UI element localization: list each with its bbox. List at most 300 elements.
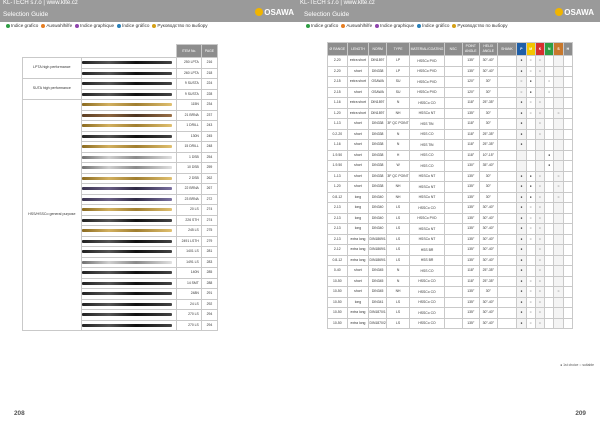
cell-length: short bbox=[347, 287, 369, 298]
drill-image-cell bbox=[81, 205, 177, 216]
page-ref: 216 bbox=[201, 58, 217, 69]
section-title: Selection Guide bbox=[304, 11, 350, 18]
cell-type: LS bbox=[387, 213, 410, 224]
cell-point: 135° bbox=[462, 171, 480, 182]
cell-material: HSSCo NT bbox=[410, 192, 445, 203]
table-row bbox=[328, 297, 573, 308]
suitability-mark: ○ bbox=[535, 98, 544, 109]
suitability-mark: ○ bbox=[526, 287, 535, 298]
drill-image-cell bbox=[81, 89, 177, 100]
table-row bbox=[328, 171, 573, 182]
suitability-mark: ● bbox=[517, 129, 526, 140]
cell-shank bbox=[497, 297, 517, 308]
drill-image-cell bbox=[81, 79, 177, 90]
cell-type: LS bbox=[387, 318, 410, 329]
drill-image-cell bbox=[81, 289, 177, 300]
page-ref: 224 bbox=[201, 79, 217, 90]
cell-type: LS bbox=[387, 203, 410, 214]
drill-image-cell bbox=[81, 299, 177, 310]
legend-label: Indice grafico bbox=[11, 23, 39, 28]
page-ref: 234 bbox=[201, 100, 217, 111]
spec-table bbox=[327, 42, 573, 329]
cell-shank bbox=[497, 276, 517, 287]
cell-type: NH bbox=[387, 192, 410, 203]
suitability-mark: ○ bbox=[535, 108, 544, 119]
cell-point: 135° bbox=[462, 255, 480, 266]
suitability-mark bbox=[563, 171, 572, 182]
table-row bbox=[328, 77, 573, 88]
page-ref: 294 bbox=[201, 310, 217, 321]
suitability-mark: ● bbox=[517, 245, 526, 256]
table-row bbox=[328, 203, 573, 214]
suitability-mark bbox=[526, 119, 535, 130]
cell-length: short bbox=[347, 182, 369, 193]
iso-column-header: P bbox=[517, 43, 526, 56]
suitability-mark bbox=[545, 213, 554, 224]
iso-column-header: K bbox=[535, 43, 544, 56]
table-row bbox=[328, 234, 573, 245]
suitability-mark bbox=[554, 77, 563, 88]
page-number: 208 bbox=[14, 410, 25, 417]
cell-range: 1-20 bbox=[328, 108, 348, 119]
cell-norm: DIN338 bbox=[369, 171, 387, 182]
suitability-mark: ○ bbox=[526, 224, 535, 235]
item-number: 10 DSB bbox=[177, 163, 201, 174]
cell-length: short bbox=[347, 171, 369, 182]
cell-point: 135° bbox=[462, 213, 480, 224]
iso-column-header: N bbox=[545, 43, 554, 56]
suitability-mark: ● bbox=[545, 150, 554, 161]
suitability-mark: ● bbox=[517, 171, 526, 182]
legend-dot-icon bbox=[6, 24, 10, 28]
suitability-mark: ○ bbox=[554, 192, 563, 203]
suitability-mark bbox=[554, 87, 563, 98]
suitability-mark: ○ bbox=[545, 87, 554, 98]
suitability-mark bbox=[563, 318, 572, 329]
suitability-mark: ● bbox=[526, 192, 535, 203]
cell-type: LP bbox=[387, 66, 410, 77]
cell-material: HSSCo NT bbox=[410, 171, 445, 182]
cell-norm: DIN340 bbox=[369, 213, 387, 224]
page-ref: 254 bbox=[201, 152, 217, 163]
suitability-mark bbox=[563, 203, 572, 214]
suitability-mark bbox=[545, 56, 554, 67]
legend-label: Auswahlhilfe bbox=[46, 23, 73, 28]
cell-point: 135° bbox=[462, 203, 480, 214]
page-ref: 292 bbox=[201, 299, 217, 310]
suitability-mark: ● bbox=[517, 66, 526, 77]
cell-helix: 30°-40° bbox=[480, 56, 498, 67]
cell-nsc bbox=[444, 224, 462, 235]
suitability-mark: ○ bbox=[535, 287, 544, 298]
item-number: 130N bbox=[177, 131, 201, 142]
cell-length: short bbox=[347, 66, 369, 77]
page-ref: 267 bbox=[201, 184, 217, 195]
cell-shank bbox=[497, 119, 517, 130]
cell-material: HSS TiN bbox=[410, 140, 445, 151]
cell-range: 1-9.50 bbox=[328, 150, 348, 161]
drill-icon bbox=[82, 271, 172, 274]
cell-helix: 30°-40° bbox=[480, 308, 498, 319]
drill-icon bbox=[82, 93, 172, 96]
cell-shank bbox=[497, 255, 517, 266]
group-label: SUTA high performance bbox=[23, 79, 82, 100]
cell-range: 2-12 bbox=[328, 245, 348, 256]
cell-type: LS bbox=[387, 245, 410, 256]
left-header bbox=[0, 0, 300, 22]
cell-shank bbox=[497, 56, 517, 67]
cell-length: short bbox=[347, 161, 369, 172]
suitability-mark bbox=[535, 77, 544, 88]
page-ref: 274 bbox=[201, 215, 217, 226]
cell-nsc bbox=[444, 119, 462, 130]
suitability-mark bbox=[545, 224, 554, 235]
drill-icon bbox=[82, 250, 172, 253]
cell-shank bbox=[497, 318, 517, 329]
cell-shank bbox=[497, 308, 517, 319]
item-number: 9 SUSTA bbox=[177, 89, 201, 100]
drill-image-cell bbox=[81, 268, 177, 279]
page-ref: 248 bbox=[201, 142, 217, 153]
suitability-mark bbox=[554, 308, 563, 319]
cell-nsc bbox=[444, 150, 462, 161]
cell-helix: 30° bbox=[480, 182, 498, 193]
drill-image-cell bbox=[81, 194, 177, 205]
drill-icon bbox=[82, 156, 172, 159]
cell-length: extra long bbox=[347, 318, 369, 329]
item-number: 21 BRNA bbox=[177, 110, 201, 121]
cell-range: 1-16 bbox=[328, 98, 348, 109]
cell-helix: 25°-35° bbox=[480, 140, 498, 151]
suitability-mark bbox=[563, 87, 572, 98]
suitability-mark bbox=[563, 276, 572, 287]
cell-material: HSSCo CO bbox=[410, 98, 445, 109]
suitability-mark bbox=[545, 203, 554, 214]
cell-nsc bbox=[444, 182, 462, 193]
page-ref: 237 bbox=[201, 110, 217, 121]
group-label: LPTA high performance bbox=[23, 58, 82, 79]
suitability-mark: ● bbox=[517, 297, 526, 308]
cell-material: HSSCo PVD bbox=[410, 87, 445, 98]
cell-material: HSS TiN bbox=[410, 119, 445, 130]
suitability-mark: ● bbox=[517, 192, 526, 203]
cell-shank bbox=[497, 140, 517, 151]
cell-type: LS bbox=[387, 224, 410, 235]
cell-helix: 25°-35° bbox=[480, 129, 498, 140]
suitability-mark: ○ bbox=[535, 119, 544, 130]
item-number: 115N bbox=[177, 100, 201, 111]
table-row bbox=[328, 182, 573, 193]
cell-point: 135° bbox=[462, 192, 480, 203]
suitability-mark bbox=[545, 129, 554, 140]
suitability-mark: ● bbox=[517, 308, 526, 319]
column-header: TYPE bbox=[387, 43, 410, 56]
suitability-mark: ● bbox=[517, 266, 526, 277]
table-row bbox=[328, 129, 573, 140]
legend-dot-icon bbox=[375, 24, 379, 28]
cell-type: 3F QC POINT bbox=[387, 119, 410, 130]
suitability-mark: ○ bbox=[526, 234, 535, 245]
legend-label: Índice gráfico bbox=[422, 23, 450, 28]
drill-icon bbox=[82, 198, 172, 201]
drill-image-cell bbox=[81, 184, 177, 195]
cell-helix: 30° bbox=[480, 171, 498, 182]
cell-nsc bbox=[444, 140, 462, 151]
suitability-mark: ● bbox=[526, 77, 535, 88]
cell-point: 135° bbox=[462, 56, 480, 67]
cell-norm: DIN1869/1 bbox=[369, 245, 387, 256]
suitability-mark bbox=[545, 192, 554, 203]
cell-point: 118° bbox=[462, 140, 480, 151]
cell-helix: 30° bbox=[480, 87, 498, 98]
legend-label: Índice gráfico bbox=[122, 23, 150, 28]
page-ref: 294 bbox=[201, 320, 217, 331]
suitability-mark bbox=[526, 140, 535, 151]
cell-type: 3F QC POINT bbox=[387, 171, 410, 182]
cell-shank bbox=[497, 192, 517, 203]
suitability-mark: ○ bbox=[535, 255, 544, 266]
suitability-mark bbox=[563, 255, 572, 266]
cell-point: 118° bbox=[462, 98, 480, 109]
cell-range: 10-50 bbox=[328, 276, 348, 287]
suitability-mark bbox=[545, 266, 554, 277]
cell-nsc bbox=[444, 171, 462, 182]
cell-range: 10-50 bbox=[328, 308, 348, 319]
suitability-mark: ● bbox=[517, 287, 526, 298]
page-ref: 272 bbox=[201, 194, 217, 205]
cell-type: N bbox=[387, 140, 410, 151]
cell-nsc bbox=[444, 318, 462, 329]
suitability-mark bbox=[563, 108, 572, 119]
cell-shank bbox=[497, 213, 517, 224]
cell-helix: 30°-40° bbox=[480, 213, 498, 224]
cell-range: 1-9.50 bbox=[328, 161, 348, 172]
table-row bbox=[328, 255, 573, 266]
suitability-mark bbox=[554, 234, 563, 245]
cell-norm: DIN1897 bbox=[369, 108, 387, 119]
cell-type: SU bbox=[387, 77, 410, 88]
suitability-mark bbox=[563, 308, 572, 319]
cell-length: extra long bbox=[347, 245, 369, 256]
cell-material: HSSCo PVD bbox=[410, 66, 445, 77]
suitability-mark bbox=[563, 119, 572, 130]
suitability-mark bbox=[526, 150, 535, 161]
cell-length: short bbox=[347, 140, 369, 151]
cell-length: long bbox=[347, 297, 369, 308]
suitability-mark: ● bbox=[517, 182, 526, 193]
suitability-mark: ○ bbox=[526, 108, 535, 119]
right-header bbox=[300, 0, 600, 22]
cell-norm: DIN1870/1 bbox=[369, 308, 387, 319]
cell-type: LS bbox=[387, 255, 410, 266]
suitability-mark bbox=[563, 150, 572, 161]
cell-nsc bbox=[444, 234, 462, 245]
cell-helix: 30° bbox=[480, 77, 498, 88]
cell-helix: 30° bbox=[480, 287, 498, 298]
cell-nsc bbox=[444, 266, 462, 277]
suitability-mark: ○ bbox=[526, 318, 535, 329]
cell-range: 0-40 bbox=[328, 266, 348, 277]
cell-range: 10-50 bbox=[328, 297, 348, 308]
cell-range: 2-13 bbox=[328, 213, 348, 224]
suitability-mark bbox=[563, 224, 572, 235]
cell-type: LP bbox=[387, 56, 410, 67]
legend-label: Руководство по выбору bbox=[457, 23, 508, 28]
cell-norm: DIN1869/1 bbox=[369, 234, 387, 245]
column-header: Ø RANGE bbox=[328, 43, 348, 56]
suitability-mark bbox=[563, 161, 572, 172]
suitability-mark: ○ bbox=[526, 276, 535, 287]
suitability-mark bbox=[563, 192, 572, 203]
suitability-mark bbox=[545, 171, 554, 182]
cell-material: HSSCo PVD bbox=[410, 77, 445, 88]
logo: OSAWA bbox=[255, 8, 294, 17]
cell-norm: DIN1897 bbox=[369, 98, 387, 109]
cell-point: 135° bbox=[462, 224, 480, 235]
suitability-mark: ● bbox=[517, 276, 526, 287]
cell-helix: 30° bbox=[480, 108, 498, 119]
cell-point: 135° bbox=[462, 245, 480, 256]
suitability-mark bbox=[554, 129, 563, 140]
table-row bbox=[23, 100, 218, 111]
cell-material: HSSCo CO bbox=[410, 308, 445, 319]
cell-material: HSSCo CO bbox=[410, 287, 445, 298]
suitability-mark: ○ bbox=[554, 287, 563, 298]
suitability-mark bbox=[545, 308, 554, 319]
cell-norm: DIN1869/1 bbox=[369, 255, 387, 266]
suitability-mark: ● bbox=[517, 203, 526, 214]
suitability-mark bbox=[563, 287, 572, 298]
table-row bbox=[328, 287, 573, 298]
cell-helix: 30°-40° bbox=[480, 255, 498, 266]
legend-label: Руководство по выбору bbox=[157, 23, 208, 28]
drill-image-cell bbox=[81, 110, 177, 121]
cell-nsc bbox=[444, 287, 462, 298]
item-number: 226 STH bbox=[177, 215, 201, 226]
suitability-mark: ○ bbox=[535, 192, 544, 203]
item-number: 22 BRNA bbox=[177, 184, 201, 195]
cell-norm: DIN341 bbox=[369, 297, 387, 308]
suitability-mark bbox=[563, 66, 572, 77]
cell-range: 2-20 bbox=[328, 66, 348, 77]
cell-nsc bbox=[444, 255, 462, 266]
suitability-mark: ● bbox=[517, 318, 526, 329]
item-number: 250 LPTA bbox=[177, 58, 201, 69]
column-header: MATERIAL/COATING bbox=[410, 43, 445, 56]
suitability-mark: ● bbox=[517, 224, 526, 235]
cell-range: 1-13 bbox=[328, 171, 348, 182]
suitability-mark: ○ bbox=[535, 266, 544, 277]
cell-material: HSSCo PVD bbox=[410, 213, 445, 224]
cell-shank bbox=[497, 108, 517, 119]
suitability-mark bbox=[554, 140, 563, 151]
legend bbox=[3, 23, 208, 28]
page-ref: 259 bbox=[201, 163, 217, 174]
suitability-mark: ○ bbox=[517, 77, 526, 88]
cell-point: 120° bbox=[462, 87, 480, 98]
suitability-mark: ○ bbox=[535, 234, 544, 245]
item-table bbox=[22, 44, 218, 331]
suitability-mark bbox=[517, 161, 526, 172]
group-label: HSS/HSSCo general purpose bbox=[23, 100, 82, 331]
suitability-mark: ○ bbox=[535, 129, 544, 140]
suitability-mark: ● bbox=[517, 56, 526, 67]
cell-type: N bbox=[387, 129, 410, 140]
logo-icon bbox=[555, 8, 563, 16]
drill-image-cell bbox=[81, 131, 177, 142]
drill-image-cell bbox=[81, 236, 177, 247]
drill-icon bbox=[82, 313, 172, 316]
cell-type: LS bbox=[387, 308, 410, 319]
suitability-mark bbox=[535, 87, 544, 98]
suitability-mark bbox=[563, 98, 572, 109]
suitability-mark: ○ bbox=[526, 203, 535, 214]
suitability-mark: ○ bbox=[535, 56, 544, 67]
suitability-mark bbox=[545, 234, 554, 245]
drill-image-cell bbox=[81, 257, 177, 268]
cell-helix: 30°-40° bbox=[480, 234, 498, 245]
table-row bbox=[328, 213, 573, 224]
suitability-mark bbox=[545, 98, 554, 109]
cell-point: 130° bbox=[462, 161, 480, 172]
item-number: 15 DRILL bbox=[177, 142, 201, 153]
cell-material: HSSCo CO bbox=[410, 318, 445, 329]
item-number: 23 BRNA bbox=[177, 194, 201, 205]
suitability-mark: ○ bbox=[526, 56, 535, 67]
legend-label: Indice graphique bbox=[80, 23, 115, 28]
suitability-mark bbox=[535, 140, 544, 151]
cell-material: HSSCo NT bbox=[410, 182, 445, 193]
cell-point: 135° bbox=[462, 287, 480, 298]
suitability-mark: ● bbox=[517, 119, 526, 130]
item-number: 24 LS bbox=[177, 299, 201, 310]
blank-header bbox=[23, 45, 82, 58]
suitability-mark bbox=[554, 276, 563, 287]
suitability-mark: ○ bbox=[526, 297, 535, 308]
drill-icon bbox=[82, 282, 172, 285]
cell-range: 2-13 bbox=[328, 203, 348, 214]
suitability-mark: ● bbox=[517, 98, 526, 109]
column-header: HELIX ANGLE bbox=[480, 43, 498, 56]
cell-shank bbox=[497, 150, 517, 161]
cell-norm: DIN338 bbox=[369, 150, 387, 161]
drill-icon bbox=[82, 166, 172, 169]
suitability-mark bbox=[526, 255, 535, 266]
suitability-mark bbox=[545, 140, 554, 151]
cell-norm: DIN1870/2 bbox=[369, 318, 387, 329]
suitability-mark: ● bbox=[517, 108, 526, 119]
cell-range: 1-20 bbox=[328, 182, 348, 193]
suitability-mark bbox=[563, 297, 572, 308]
cell-point: 118° bbox=[462, 129, 480, 140]
cell-length: long bbox=[347, 213, 369, 224]
cell-material: HSS BR bbox=[410, 245, 445, 256]
suitability-mark: ○ bbox=[535, 276, 544, 287]
drill-icon bbox=[82, 61, 172, 64]
suitability-mark bbox=[545, 276, 554, 287]
suitability-mark: ○ bbox=[535, 224, 544, 235]
column-header: NORM bbox=[369, 43, 387, 56]
cell-helix: 25°-35° bbox=[480, 276, 498, 287]
cell-nsc bbox=[444, 276, 462, 287]
suitability-mark: ○ bbox=[535, 203, 544, 214]
iso-column-header: S bbox=[554, 43, 563, 56]
drill-image-cell bbox=[81, 247, 177, 258]
cell-material: HSSCo CO bbox=[410, 297, 445, 308]
table-row bbox=[328, 245, 573, 256]
cell-point: 135° bbox=[462, 234, 480, 245]
cell-shank bbox=[497, 245, 517, 256]
